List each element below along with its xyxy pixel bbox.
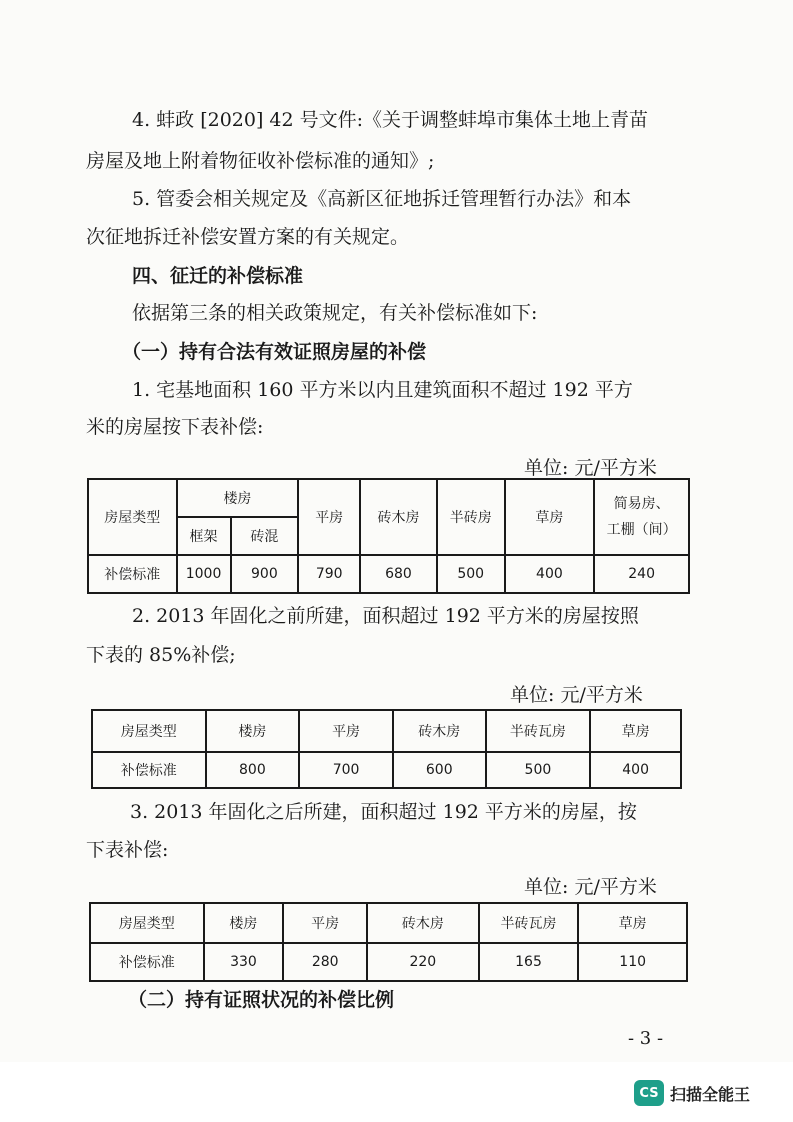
text-line: 下表的 85%补偿; <box>86 644 236 666</box>
value-cell: 220 <box>367 943 479 981</box>
header-building: 楼房 <box>177 479 299 517</box>
header-house-type: 房屋类型 <box>92 710 206 752</box>
header-cell: 半砖瓦房 <box>479 903 579 943</box>
value-cell: 240 <box>594 555 689 593</box>
header-cell: 砖木房 <box>393 710 486 752</box>
header-cell: 半砖房 <box>437 479 505 555</box>
header-cell: 半砖瓦房 <box>486 710 591 752</box>
header-cell: 平房 <box>298 479 360 555</box>
header-cell: 草房 <box>578 903 687 943</box>
header-simple-house <box>594 479 689 555</box>
value-cell: 165 <box>479 943 579 981</box>
value-cell: 900 <box>231 555 299 593</box>
value-cell: 400 <box>505 555 595 593</box>
page-number: - 3 - <box>628 1028 664 1049</box>
subsection-heading: （一）持有合法有效证照房屋的补偿 <box>122 341 427 363</box>
subheader-frame: 框架 <box>177 517 231 555</box>
compensation-table-3 <box>89 902 688 982</box>
value-cell: 790 <box>298 555 360 593</box>
header-cell: 楼房 <box>206 710 300 752</box>
text-line: 次征地拆迁补偿安置方案的有关规定。 <box>86 226 410 248</box>
header-cell: 平房 <box>299 710 393 752</box>
header-cell: 平房 <box>283 903 367 943</box>
value-cell: 110 <box>578 943 687 981</box>
text-line: 1. 宅基地面积 160 平方米以内且建筑面积不超过 192 平方 <box>132 379 633 401</box>
value-cell: 400 <box>590 752 681 788</box>
value-cell: 330 <box>204 943 284 981</box>
subsection-heading: （二）持有证照状况的补偿比例 <box>128 989 395 1011</box>
header-house-type: 房屋类型 <box>88 479 177 555</box>
header-cell: 草房 <box>590 710 681 752</box>
text-line: 2. 2013 年固化之前所建，面积超过 192 平方米的房屋按照 <box>132 605 639 627</box>
value-cell: 700 <box>299 752 393 788</box>
text-line: 房屋及地上附着物征收补偿标准的通知》; <box>86 150 435 172</box>
header-house-type: 房屋类型 <box>90 903 204 943</box>
value-cell: 500 <box>437 555 505 593</box>
watermark-text: 扫描全能王 <box>670 1084 751 1104</box>
value-cell: 1000 <box>177 555 231 593</box>
header-cell: 砖木房 <box>367 903 479 943</box>
text-line: 4. 蚌政 [2020] 42 号文件:《关于调整蚌埠市集体土地上青苗 <box>132 109 649 131</box>
header-line: 简易房、 <box>613 496 670 512</box>
compensation-table-2 <box>91 709 682 789</box>
text-line: 依据第三条的相关政策规定，有关补偿标准如下: <box>132 302 538 324</box>
section-heading: 四、征迁的补偿标准 <box>132 265 304 287</box>
text-line: 米的房屋按下表补偿: <box>86 416 264 438</box>
value-cell: 800 <box>206 752 300 788</box>
value-cell: 500 <box>486 752 591 788</box>
row-label: 补偿标准 <box>88 555 177 593</box>
text-line: 下表补偿: <box>86 839 169 861</box>
value-cell: 680 <box>360 555 437 593</box>
text-line: 3. 2013 年固化之后所建，面积超过 192 平方米的房屋，按 <box>130 801 637 823</box>
value-cell: 280 <box>283 943 367 981</box>
unit-label: 单位: 元/平方米 <box>510 684 643 706</box>
header-line: 工棚（间） <box>606 522 677 538</box>
header-cell: 草房 <box>505 479 595 555</box>
value-cell: 600 <box>393 752 486 788</box>
unit-label: 单位: 元/平方米 <box>524 457 657 479</box>
header-cell: 楼房 <box>204 903 284 943</box>
row-label: 补偿标准 <box>90 943 204 981</box>
header-cell: 砖木房 <box>360 479 437 555</box>
subheader-brick: 砖混 <box>231 517 299 555</box>
text-line: 5. 管委会相关规定及《高新区征地拆迁管理暂行办法》和本 <box>132 188 632 210</box>
row-label: 补偿标准 <box>92 752 206 788</box>
compensation-table-1 <box>87 478 690 594</box>
unit-label: 单位: 元/平方米 <box>524 876 657 898</box>
cs-logo-icon: CS <box>634 1080 664 1106</box>
scanner-watermark <box>634 1080 750 1106</box>
